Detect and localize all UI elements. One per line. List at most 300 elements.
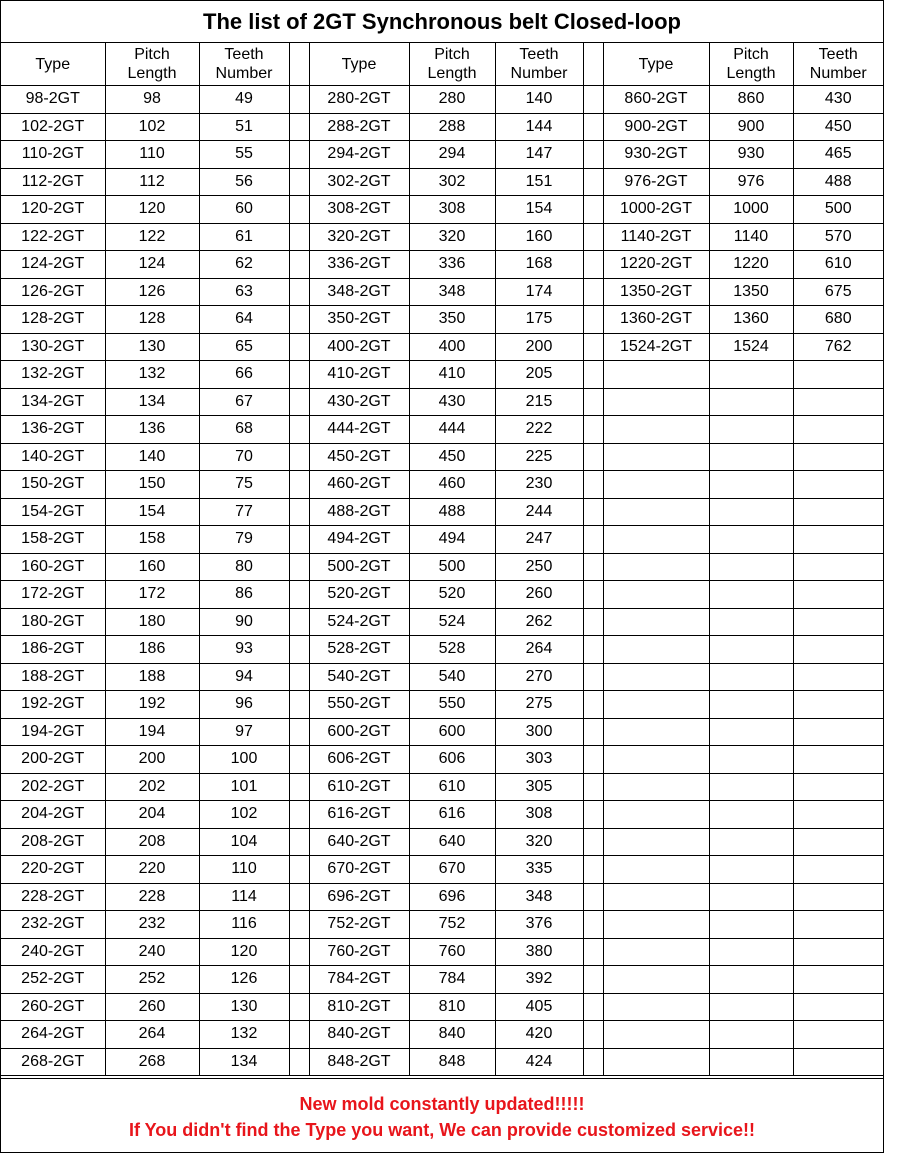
cell-pitch-length: 1000	[709, 196, 793, 224]
cell-type: 150-2GT	[1, 471, 105, 499]
cell-teeth-number: 75	[199, 471, 289, 499]
column-spacer	[583, 196, 603, 224]
cell-type: 460-2GT	[309, 471, 409, 499]
cell-teeth-number: 104	[199, 828, 289, 856]
cell-teeth-number: 62	[199, 251, 289, 279]
column-spacer	[583, 278, 603, 306]
table-row	[1, 773, 883, 801]
cell-type: 336-2GT	[309, 251, 409, 279]
cell-pitch-length	[709, 471, 793, 499]
cell-type	[603, 718, 709, 746]
cell-teeth-number	[793, 691, 883, 719]
cell-type: 670-2GT	[309, 856, 409, 884]
cell-teeth-number	[793, 718, 883, 746]
cell-pitch-length: 1140	[709, 223, 793, 251]
table-row	[1, 223, 883, 251]
column-spacer	[289, 966, 309, 994]
cell-pitch-length: 294	[409, 141, 495, 169]
cell-pitch-length: 252	[105, 966, 199, 994]
cell-pitch-length: 220	[105, 856, 199, 884]
cell-type: 500-2GT	[309, 553, 409, 581]
cell-pitch-length: 976	[709, 168, 793, 196]
cell-teeth-number	[793, 993, 883, 1021]
cell-type: 524-2GT	[309, 608, 409, 636]
cell-type: 1360-2GT	[603, 306, 709, 334]
cell-type: 200-2GT	[1, 746, 105, 774]
cell-type: 1350-2GT	[603, 278, 709, 306]
column-spacer	[583, 333, 603, 361]
cell-pitch-length: 460	[409, 471, 495, 499]
cell-teeth-number	[793, 471, 883, 499]
table-row	[1, 856, 883, 884]
cell-teeth-number	[793, 828, 883, 856]
cell-pitch-length: 200	[105, 746, 199, 774]
cell-type	[603, 388, 709, 416]
cell-pitch-length: 1360	[709, 306, 793, 334]
header-pitch-length: Pitch Length	[709, 43, 793, 86]
cell-teeth-number: 90	[199, 608, 289, 636]
column-spacer	[583, 498, 603, 526]
cell-teeth-number: 130	[199, 993, 289, 1021]
header-type: Type	[1, 43, 105, 86]
column-spacer	[289, 608, 309, 636]
cell-teeth-number: 500	[793, 196, 883, 224]
column-spacer	[583, 801, 603, 829]
cell-pitch-length: 268	[105, 1048, 199, 1076]
column-spacer	[583, 663, 603, 691]
cell-type: 192-2GT	[1, 691, 105, 719]
column-spacer	[583, 306, 603, 334]
cell-type: 348-2GT	[309, 278, 409, 306]
cell-type: 294-2GT	[309, 141, 409, 169]
cell-type	[603, 1048, 709, 1076]
cell-pitch-length: 336	[409, 251, 495, 279]
cell-type: 268-2GT	[1, 1048, 105, 1076]
cell-type	[603, 498, 709, 526]
cell-teeth-number: 160	[495, 223, 583, 251]
cell-type: 126-2GT	[1, 278, 105, 306]
cell-pitch-length: 194	[105, 718, 199, 746]
cell-type: 528-2GT	[309, 636, 409, 664]
notice-line-1: New mold constantly updated!!!!!	[299, 1094, 585, 1114]
cell-teeth-number: 300	[495, 718, 583, 746]
column-spacer	[289, 663, 309, 691]
column-spacer	[289, 856, 309, 884]
table-row	[1, 608, 883, 636]
column-spacer	[289, 883, 309, 911]
table-row	[1, 113, 883, 141]
table-row	[1, 691, 883, 719]
cell-type: 606-2GT	[309, 746, 409, 774]
cell-type	[603, 993, 709, 1021]
cell-teeth-number: 335	[495, 856, 583, 884]
cell-teeth-number	[793, 636, 883, 664]
column-spacer	[289, 86, 309, 114]
cell-pitch-length: 848	[409, 1048, 495, 1076]
cell-teeth-number	[793, 608, 883, 636]
cell-teeth-number: 320	[495, 828, 583, 856]
cell-teeth-number	[793, 966, 883, 994]
cell-pitch-length: 640	[409, 828, 495, 856]
table-row	[1, 1048, 883, 1076]
cell-type: 1524-2GT	[603, 333, 709, 361]
cell-type	[603, 746, 709, 774]
cell-teeth-number	[793, 938, 883, 966]
cell-teeth-number: 147	[495, 141, 583, 169]
cell-type: 550-2GT	[309, 691, 409, 719]
header-pitch-length: Pitch Length	[409, 43, 495, 86]
cell-type: 202-2GT	[1, 773, 105, 801]
table-row	[1, 168, 883, 196]
cell-teeth-number: 66	[199, 361, 289, 389]
column-spacer	[583, 388, 603, 416]
table-row	[1, 553, 883, 581]
cell-pitch-length: 188	[105, 663, 199, 691]
cell-type: 752-2GT	[309, 911, 409, 939]
column-spacer	[583, 168, 603, 196]
cell-pitch-length: 860	[709, 86, 793, 114]
cell-pitch-length: 610	[409, 773, 495, 801]
cell-pitch-length	[709, 828, 793, 856]
cell-pitch-length	[709, 526, 793, 554]
cell-teeth-number: 348	[495, 883, 583, 911]
cell-pitch-length: 172	[105, 581, 199, 609]
notice-footer	[1, 1078, 883, 1152]
cell-type	[603, 1021, 709, 1049]
cell-pitch-length: 154	[105, 498, 199, 526]
cell-type: 112-2GT	[1, 168, 105, 196]
cell-teeth-number: 68	[199, 416, 289, 444]
header-type: Type	[309, 43, 409, 86]
cell-type: 860-2GT	[603, 86, 709, 114]
column-spacer	[583, 773, 603, 801]
cell-teeth-number: 49	[199, 86, 289, 114]
cell-teeth-number: 114	[199, 883, 289, 911]
cell-teeth-number	[793, 388, 883, 416]
cell-teeth-number: 222	[495, 416, 583, 444]
cell-pitch-length: 900	[709, 113, 793, 141]
cell-teeth-number	[793, 1021, 883, 1049]
cell-type: 494-2GT	[309, 526, 409, 554]
column-spacer	[583, 636, 603, 664]
cell-pitch-length: 180	[105, 608, 199, 636]
cell-pitch-length: 228	[105, 883, 199, 911]
cell-pitch-length: 126	[105, 278, 199, 306]
cell-teeth-number: 174	[495, 278, 583, 306]
cell-teeth-number	[793, 856, 883, 884]
cell-pitch-length	[709, 388, 793, 416]
cell-type: 136-2GT	[1, 416, 105, 444]
cell-pitch-length	[709, 361, 793, 389]
cell-pitch-length: 1350	[709, 278, 793, 306]
column-spacer	[289, 141, 309, 169]
cell-type: 102-2GT	[1, 113, 105, 141]
column-spacer	[583, 938, 603, 966]
table-row	[1, 333, 883, 361]
cell-pitch-length: 160	[105, 553, 199, 581]
cell-pitch-length: 136	[105, 416, 199, 444]
column-spacer	[583, 883, 603, 911]
cell-teeth-number: 132	[199, 1021, 289, 1049]
cell-teeth-number	[793, 801, 883, 829]
cell-type	[603, 773, 709, 801]
cell-type: 158-2GT	[1, 526, 105, 554]
cell-pitch-length: 840	[409, 1021, 495, 1049]
cell-teeth-number: 450	[793, 113, 883, 141]
column-spacer	[583, 1048, 603, 1076]
column-spacer	[289, 1021, 309, 1049]
column-spacer	[289, 718, 309, 746]
column-spacer	[583, 911, 603, 939]
column-spacer	[289, 333, 309, 361]
cell-teeth-number: 97	[199, 718, 289, 746]
column-spacer	[289, 113, 309, 141]
cell-teeth-number: 67	[199, 388, 289, 416]
table-row	[1, 883, 883, 911]
column-spacer	[289, 388, 309, 416]
cell-teeth-number: 110	[199, 856, 289, 884]
cell-teeth-number: 275	[495, 691, 583, 719]
cell-type	[603, 966, 709, 994]
column-spacer	[289, 223, 309, 251]
cell-teeth-number: 570	[793, 223, 883, 251]
cell-teeth-number: 680	[793, 306, 883, 334]
column-spacer	[583, 718, 603, 746]
cell-pitch-length: 450	[409, 443, 495, 471]
table-row	[1, 746, 883, 774]
cell-teeth-number: 675	[793, 278, 883, 306]
cell-type: 696-2GT	[309, 883, 409, 911]
column-spacer	[289, 361, 309, 389]
cell-pitch-length: 606	[409, 746, 495, 774]
cell-teeth-number: 154	[495, 196, 583, 224]
cell-pitch-length	[709, 1048, 793, 1076]
cell-pitch-length: 520	[409, 581, 495, 609]
cell-type: 308-2GT	[309, 196, 409, 224]
cell-type: 976-2GT	[603, 168, 709, 196]
cell-teeth-number: 102	[199, 801, 289, 829]
cell-type: 410-2GT	[309, 361, 409, 389]
column-spacer	[583, 828, 603, 856]
header-type: Type	[603, 43, 709, 86]
column-spacer	[583, 608, 603, 636]
cell-type: 400-2GT	[309, 333, 409, 361]
cell-type: 1140-2GT	[603, 223, 709, 251]
cell-pitch-length: 186	[105, 636, 199, 664]
cell-type	[603, 553, 709, 581]
cell-pitch-length: 208	[105, 828, 199, 856]
cell-teeth-number: 392	[495, 966, 583, 994]
column-spacer	[289, 553, 309, 581]
table-row	[1, 196, 883, 224]
cell-teeth-number: 430	[793, 86, 883, 114]
table-row	[1, 663, 883, 691]
cell-pitch-length: 488	[409, 498, 495, 526]
cell-type	[603, 361, 709, 389]
table-row	[1, 966, 883, 994]
table-row	[1, 306, 883, 334]
column-spacer	[289, 581, 309, 609]
column-spacer	[289, 251, 309, 279]
cell-teeth-number: 420	[495, 1021, 583, 1049]
cell-teeth-number: 205	[495, 361, 583, 389]
table-header-row	[1, 43, 883, 86]
cell-teeth-number: 86	[199, 581, 289, 609]
cell-type: 350-2GT	[309, 306, 409, 334]
cell-type	[603, 883, 709, 911]
cell-type	[603, 636, 709, 664]
cell-pitch-length: 132	[105, 361, 199, 389]
cell-pitch-length	[709, 856, 793, 884]
cell-teeth-number: 260	[495, 581, 583, 609]
cell-teeth-number: 308	[495, 801, 583, 829]
cell-pitch-length: 308	[409, 196, 495, 224]
cell-type: 488-2GT	[309, 498, 409, 526]
cell-teeth-number: 140	[495, 86, 583, 114]
column-spacer	[289, 938, 309, 966]
cell-pitch-length: 540	[409, 663, 495, 691]
cell-teeth-number: 247	[495, 526, 583, 554]
column-spacer	[289, 443, 309, 471]
cell-pitch-length: 288	[409, 113, 495, 141]
cell-pitch-length: 134	[105, 388, 199, 416]
cell-type: 930-2GT	[603, 141, 709, 169]
cell-type: 288-2GT	[309, 113, 409, 141]
cell-teeth-number	[793, 553, 883, 581]
column-spacer	[583, 526, 603, 554]
cell-teeth-number	[793, 498, 883, 526]
table-row	[1, 361, 883, 389]
cell-type: 540-2GT	[309, 663, 409, 691]
cell-teeth-number: 55	[199, 141, 289, 169]
header-teeth-number: Teeth Number	[199, 43, 289, 86]
cell-type	[603, 801, 709, 829]
table-row	[1, 278, 883, 306]
cell-pitch-length: 280	[409, 86, 495, 114]
cell-type: 760-2GT	[309, 938, 409, 966]
cell-teeth-number	[793, 746, 883, 774]
cell-pitch-length: 430	[409, 388, 495, 416]
cell-teeth-number: 762	[793, 333, 883, 361]
cell-teeth-number: 230	[495, 471, 583, 499]
cell-teeth-number: 200	[495, 333, 583, 361]
cell-type: 160-2GT	[1, 553, 105, 581]
cell-pitch-length	[709, 553, 793, 581]
column-spacer	[289, 196, 309, 224]
cell-teeth-number	[793, 526, 883, 554]
cell-type	[603, 581, 709, 609]
cell-type: 120-2GT	[1, 196, 105, 224]
cell-type: 616-2GT	[309, 801, 409, 829]
column-spacer	[289, 278, 309, 306]
cell-pitch-length	[709, 718, 793, 746]
column-spacer	[289, 306, 309, 334]
cell-teeth-number: 465	[793, 141, 883, 169]
cell-type: 430-2GT	[309, 388, 409, 416]
column-spacer	[583, 361, 603, 389]
cell-teeth-number: 424	[495, 1048, 583, 1076]
cell-pitch-length: 232	[105, 911, 199, 939]
table-row	[1, 718, 883, 746]
cell-pitch-length: 930	[709, 141, 793, 169]
cell-type: 450-2GT	[309, 443, 409, 471]
cell-pitch-length: 550	[409, 691, 495, 719]
cell-pitch-length: 98	[105, 86, 199, 114]
cell-teeth-number: 250	[495, 553, 583, 581]
cell-teeth-number: 94	[199, 663, 289, 691]
cell-type: 900-2GT	[603, 113, 709, 141]
table-row	[1, 938, 883, 966]
cell-pitch-length	[709, 1021, 793, 1049]
cell-pitch-length	[709, 416, 793, 444]
cell-pitch-length: 264	[105, 1021, 199, 1049]
column-spacer	[583, 86, 603, 114]
column-spacer	[583, 856, 603, 884]
cell-teeth-number: 77	[199, 498, 289, 526]
cell-type: 140-2GT	[1, 443, 105, 471]
cell-type	[603, 856, 709, 884]
cell-pitch-length	[709, 883, 793, 911]
table-row	[1, 141, 883, 169]
cell-pitch-length	[709, 691, 793, 719]
table-row	[1, 86, 883, 114]
cell-pitch-length	[709, 498, 793, 526]
cell-pitch-length: 410	[409, 361, 495, 389]
column-spacer	[289, 746, 309, 774]
cell-teeth-number: 63	[199, 278, 289, 306]
table-row	[1, 911, 883, 939]
cell-type: 302-2GT	[309, 168, 409, 196]
header-pitch-length: Pitch Length	[105, 43, 199, 86]
cell-type: 280-2GT	[309, 86, 409, 114]
cell-teeth-number	[793, 443, 883, 471]
table-row	[1, 636, 883, 664]
table-row	[1, 526, 883, 554]
column-spacer	[289, 168, 309, 196]
cell-teeth-number: 215	[495, 388, 583, 416]
cell-type: 134-2GT	[1, 388, 105, 416]
cell-pitch-length: 260	[105, 993, 199, 1021]
cell-pitch-length	[709, 993, 793, 1021]
column-spacer	[583, 993, 603, 1021]
cell-type: 784-2GT	[309, 966, 409, 994]
cell-pitch-length: 1220	[709, 251, 793, 279]
cell-teeth-number: 120	[199, 938, 289, 966]
cell-pitch-length: 444	[409, 416, 495, 444]
cell-teeth-number	[793, 416, 883, 444]
column-spacer	[583, 141, 603, 169]
cell-type: 98-2GT	[1, 86, 105, 114]
cell-teeth-number: 488	[793, 168, 883, 196]
cell-type: 840-2GT	[309, 1021, 409, 1049]
cell-type: 848-2GT	[309, 1048, 409, 1076]
cell-pitch-length	[709, 966, 793, 994]
table-row	[1, 443, 883, 471]
cell-teeth-number: 65	[199, 333, 289, 361]
table-row	[1, 581, 883, 609]
column-spacer	[289, 471, 309, 499]
column-spacer	[583, 223, 603, 251]
page-title: The list of 2GT Synchronous belt Closed-loop	[1, 1, 883, 43]
cell-pitch-length: 752	[409, 911, 495, 939]
column-spacer	[289, 636, 309, 664]
cell-pitch-length: 302	[409, 168, 495, 196]
cell-teeth-number: 56	[199, 168, 289, 196]
cell-type: 1000-2GT	[603, 196, 709, 224]
cell-pitch-length: 320	[409, 223, 495, 251]
belt-table-body	[1, 86, 883, 1076]
cell-type: 1220-2GT	[603, 251, 709, 279]
